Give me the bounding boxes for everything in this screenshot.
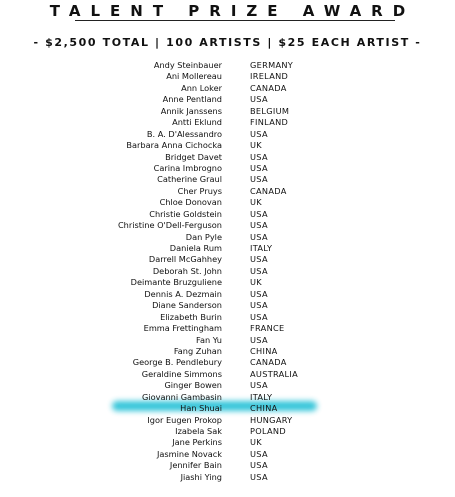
artist-country: USA	[250, 334, 268, 345]
artist-country: UK	[250, 277, 262, 288]
artist-country: USA	[250, 162, 268, 173]
artist-name: Giovanni Gambasin	[141, 391, 222, 402]
artist-country: CANADA	[250, 82, 287, 93]
list-item	[0, 380, 455, 391]
artist-country: USA	[250, 231, 268, 242]
list-item	[0, 289, 455, 300]
artist-name: Antti Eklund	[172, 117, 222, 128]
list-item	[0, 174, 455, 185]
list-item	[0, 152, 455, 163]
artist-name: Annik Janssens	[160, 105, 222, 116]
artist-name: Ginger Bowen	[164, 380, 222, 391]
list-item	[0, 472, 455, 483]
artist-name: B. A. D'Alessandro	[146, 128, 222, 139]
artist-name: Chloe Donovan	[159, 197, 222, 208]
list-item	[0, 460, 455, 471]
artist-country: UK	[250, 140, 262, 151]
list-item	[0, 277, 455, 288]
list-item	[0, 71, 455, 82]
list-item	[0, 232, 455, 243]
artist-country: UK	[250, 437, 262, 448]
artist-country: GERMANY	[250, 60, 294, 70]
list-item	[0, 186, 455, 197]
list-item	[0, 220, 455, 231]
list-item	[0, 83, 455, 94]
artist-name: Carina Imbrogno	[153, 162, 222, 173]
title-underline	[75, 20, 395, 21]
artist-country: USA	[250, 448, 268, 459]
list-item	[0, 300, 455, 311]
artist-country: USA	[250, 151, 268, 162]
list-item	[0, 449, 455, 460]
list-item	[0, 437, 455, 448]
artist-name: Dan Pyle	[185, 231, 222, 242]
list-item	[0, 163, 455, 174]
artist-country: ITALY	[250, 243, 273, 253]
artist-name: Darrell McGahhey	[148, 254, 222, 265]
artist-name: Daniela Rum	[169, 243, 222, 253]
artist-country: UK	[250, 197, 262, 208]
artist-country: USA	[250, 471, 268, 482]
artist-country: FRANCE	[250, 323, 285, 334]
artist-name: Ani Mollereau	[166, 71, 222, 82]
artist-country: USA	[250, 311, 268, 322]
list-item	[0, 209, 455, 220]
artist-country: CHINA	[250, 345, 278, 356]
artist-name: Jasmine Novack	[156, 448, 222, 459]
artist-name: Fan Yu	[195, 334, 222, 345]
list-item-highlighted	[0, 392, 455, 403]
artist-country: POLAND	[250, 426, 286, 436]
artist-country: USA	[250, 380, 268, 391]
artist-country: USA	[250, 288, 268, 299]
artist-country: USA	[250, 460, 268, 471]
list-item	[0, 346, 455, 357]
artist-name: Izabela Sak	[175, 426, 222, 436]
list-item	[0, 323, 455, 334]
artist-name: Deimante Bruzguliene	[130, 277, 222, 288]
artist-name: Elizabeth Burin	[160, 311, 222, 322]
list-item	[0, 197, 455, 208]
artist-name: Ann Loker	[181, 82, 222, 93]
artist-name: Emma Frettingham	[143, 323, 222, 334]
artist-country: USA	[250, 128, 268, 139]
artist-country: CANADA	[250, 185, 287, 196]
artist-name: Barbara Anna Cichocka	[126, 140, 222, 151]
list-item	[0, 426, 455, 437]
list-item	[0, 106, 455, 117]
artist-country: USA	[250, 208, 268, 219]
artist-name: Igor Eugen Prokop	[147, 414, 222, 425]
list-item	[0, 243, 455, 254]
list-item	[0, 60, 455, 71]
page-title: TALENT PRIZE AWARD	[49, 2, 416, 20]
artist-name: Deborah St. John	[152, 265, 222, 276]
artist-name: Jane Perkins	[172, 437, 222, 448]
artist-country: HUNGARY	[250, 414, 293, 425]
artist-country: CANADA	[250, 357, 287, 368]
artist-name: Jiashi Ying	[180, 471, 222, 482]
artist-country: CHINA	[250, 403, 278, 414]
list-item	[0, 369, 455, 380]
list-item	[0, 415, 455, 426]
prize-summary: - $2,500 TOTAL | 100 ARTISTS | $25 EACH ARTIST -	[33, 36, 422, 49]
artist-country: IRELAND	[250, 71, 289, 82]
artist-name: Dennis A. Dezmain	[144, 288, 222, 299]
list-item	[0, 266, 455, 277]
list-item	[0, 312, 455, 323]
list-item	[0, 140, 455, 151]
artist-country: BELGIUM	[250, 105, 290, 116]
artist-country: USA	[250, 254, 268, 265]
artist-country: USA	[250, 220, 268, 231]
artist-name: Han Shuai	[180, 403, 222, 414]
artist-name: Catherine Graul	[157, 174, 222, 185]
list-item	[0, 335, 455, 346]
artist-name: Fang Zuhan	[173, 345, 222, 356]
list-item	[0, 403, 455, 414]
artist-country: ITALY	[250, 391, 273, 402]
artist-country: AUSTRALIA	[250, 368, 299, 379]
artist-name: Jennifer Bain	[169, 460, 222, 471]
list-item	[0, 129, 455, 140]
artist-name: Christine O'Dell-Ferguson	[117, 220, 222, 231]
list-item	[0, 94, 455, 105]
artist-country: USA	[250, 94, 268, 105]
artist-country: FINLAND	[250, 117, 289, 128]
artist-name: Diane Sanderson	[152, 300, 222, 311]
artist-name: Bridget Davet	[165, 151, 222, 162]
artist-name: Geraldine Simmons	[141, 368, 222, 379]
list-item	[0, 117, 455, 128]
list-item	[0, 254, 455, 265]
artist-name: Christie Goldstein	[149, 208, 222, 219]
artist-country: USA	[250, 300, 268, 311]
artist-country: USA	[250, 265, 268, 276]
artist-name: Andy Steinbauer	[153, 60, 222, 70]
artist-name: Cher Pruys	[177, 185, 222, 196]
artist-country: USA	[250, 174, 268, 185]
list-item	[0, 357, 455, 368]
artist-name: George B. Pendlebury	[132, 357, 222, 368]
artist-list	[0, 60, 455, 483]
artist-name: Anne Pentland	[162, 94, 222, 105]
